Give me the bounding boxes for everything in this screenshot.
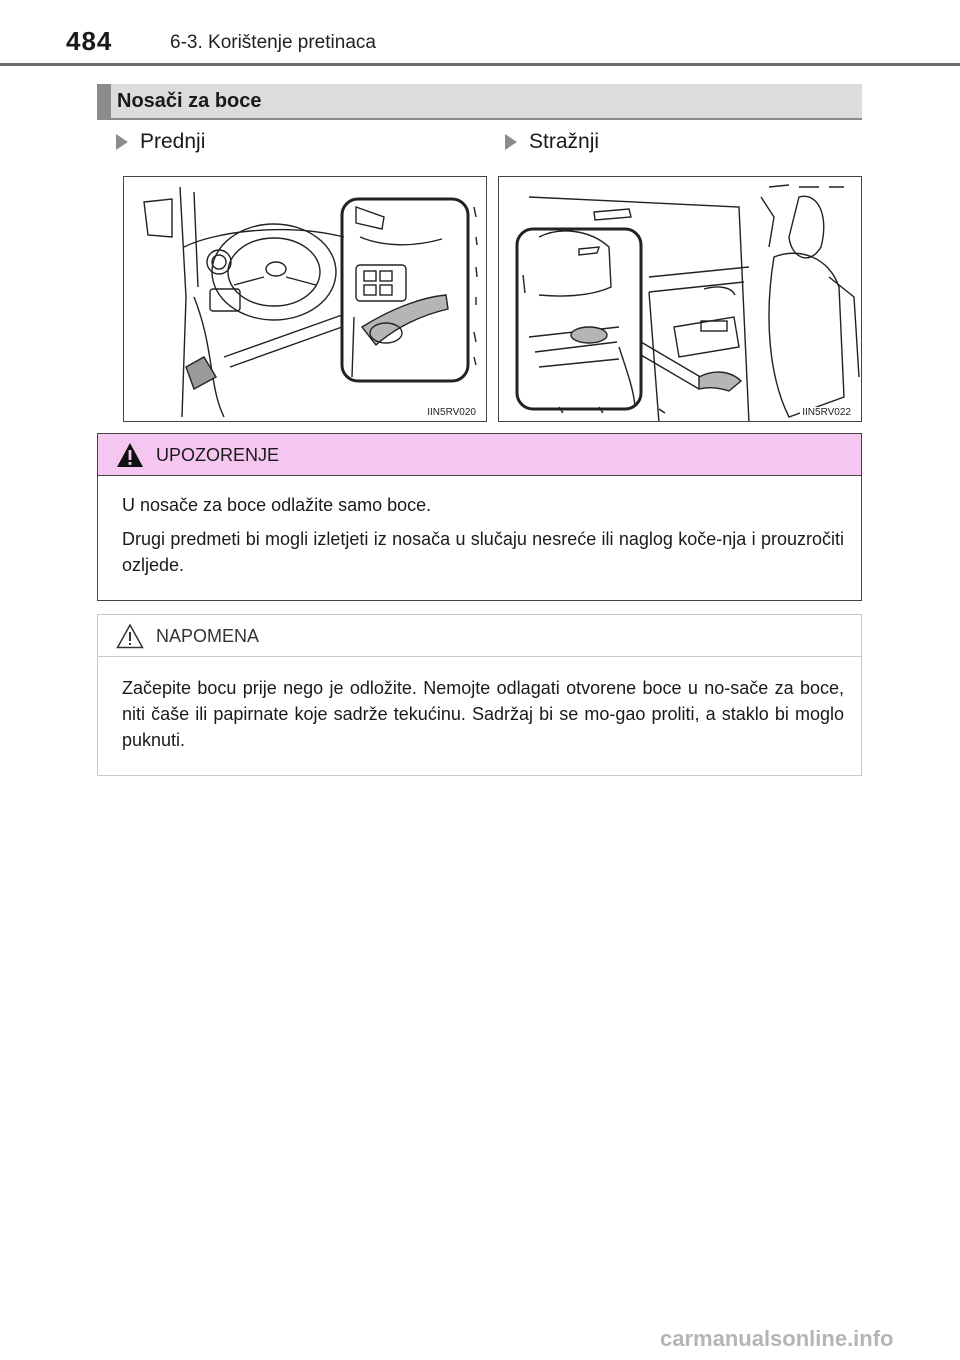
warning-header <box>98 434 861 476</box>
notice-title: NAPOMENA <box>156 626 260 646</box>
notice-box <box>97 614 862 776</box>
notice-header <box>98 615 861 657</box>
triangle-bullet-icon <box>505 134 517 150</box>
figure-code-rear: IIN5RV022 <box>802 407 851 418</box>
watermark: carmanualsonline.info <box>660 1326 894 1351</box>
warning-body <box>122 492 844 586</box>
front-label <box>116 130 205 154</box>
page-number: 484 <box>66 26 113 56</box>
front-bottle-holder-illustration <box>123 176 487 422</box>
front-label-text: Prednji <box>140 130 206 153</box>
warning-box <box>97 433 862 601</box>
front-interior-drawing <box>124 177 487 422</box>
warning-triangle-icon <box>116 442 144 468</box>
triangle-bullet-icon <box>116 134 128 150</box>
section-heading-bar <box>97 84 862 120</box>
figure-code-front: IIN5RV020 <box>427 407 476 418</box>
page-header <box>0 0 960 70</box>
warning-paragraph: U nosače za boce odlažite samo boce. <box>122 495 432 515</box>
rear-bottle-holder-illustration <box>498 176 862 422</box>
warning-title: UPOZORENJE <box>156 445 280 465</box>
chapter-title: 6-3. Korištenje pretinaca <box>170 32 376 53</box>
rear-label-text: Stražnji <box>529 130 600 153</box>
section-title: Nosači za boce <box>117 90 262 112</box>
section-bar-accent <box>97 84 111 120</box>
header-divider <box>0 63 960 66</box>
rear-interior-drawing <box>499 177 862 422</box>
caution-outline-triangle-icon <box>116 623 144 649</box>
warning-paragraph: Drugi predmeti bi mogli izletjeti iz nosača u slučaju nesreće ili naglog koče-nja i prouzročiti ozljede. <box>122 529 844 575</box>
notice-text: Začepite bocu prije nego je odložite. Nemojte odlagati otvorene boce u no-sače za boce, niti čaše ili papirnate koje sadrže tekućinu. Sadržaj bi se mo-gao proliti, a staklo bi moglo puknuti. <box>122 678 844 750</box>
rear-label <box>505 130 599 154</box>
